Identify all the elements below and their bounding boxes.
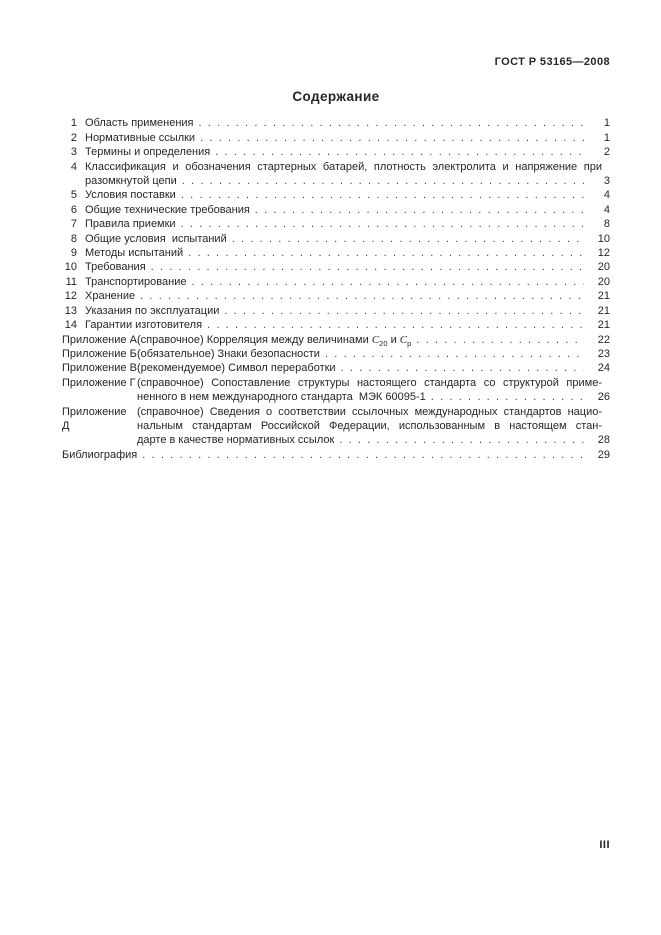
math-subscript: 20 [379, 338, 388, 348]
toc-entry-body [137, 376, 610, 405]
toc-appendix-label: Приложение А [62, 333, 137, 346]
toc-entry-number: 7 [70, 218, 77, 231]
toc-entry [62, 361, 610, 375]
toc-entry-text: (справочное) Корреляция между величинами $C_{20}$ и $C_p$ [137, 333, 412, 348]
toc-entry-page: 22 [597, 333, 610, 346]
toc-entry-text: Библиография [62, 448, 138, 461]
math-subscript: p [407, 338, 412, 348]
toc-entry [62, 188, 610, 202]
toc-entry-body [137, 361, 610, 375]
toc-entry-number: 8 [70, 232, 77, 245]
dot-leader [188, 246, 584, 260]
toc-entry-last-line [85, 203, 610, 217]
toc-appendix-label: Приложение Г [62, 376, 136, 389]
toc-entry [62, 246, 610, 260]
toc-entry [62, 448, 610, 462]
toc-entry-last-line [85, 217, 610, 231]
toc-entry-page: 20 [597, 261, 610, 274]
toc-entry-page: 28 [597, 434, 610, 447]
toc-entry-page: 8 [603, 218, 610, 231]
toc-entry [62, 232, 610, 246]
toc-entry [62, 318, 610, 332]
toc-entry-body [85, 116, 610, 130]
toc-entry-last-line [85, 246, 610, 260]
toc-entry-line [137, 419, 610, 433]
toc-appendix-label: Приложение Б [62, 347, 137, 360]
toc-entry-page: 26 [597, 391, 610, 404]
toc-entry-body [85, 203, 610, 217]
dot-leader [255, 203, 584, 217]
toc-entry-last-line [137, 390, 610, 404]
toc-entry-text: Общие технические требования [85, 203, 250, 216]
toc-entry-last-line [85, 131, 610, 145]
dot-leader [325, 347, 584, 361]
toc-entry-number: 3 [70, 146, 77, 159]
math-variable: C [371, 333, 380, 346]
toc-entry [62, 116, 610, 130]
toc-entry-last-line [85, 188, 610, 202]
toc-entry-last-line [85, 318, 610, 332]
math-variable: C [399, 333, 408, 346]
page-number: III [599, 839, 610, 851]
toc-entry-body [85, 304, 610, 318]
toc-entry [62, 145, 610, 159]
toc-entry-text: дарте в качестве нормативных ссылок [137, 434, 335, 447]
toc-entry-text: Область применения [85, 117, 194, 130]
toc-entry-body [85, 246, 610, 260]
dot-leader [341, 361, 584, 375]
toc-entry-body [137, 405, 610, 448]
toc-entry-text: Хранение [85, 290, 136, 303]
toc-entry-page: 23 [597, 347, 610, 360]
toc-entry-body [137, 333, 610, 347]
toc-entry-last-line [62, 448, 610, 462]
toc-entry-last-line [85, 289, 610, 303]
toc-entry-number: 12 [64, 290, 77, 303]
toc-entry-body [85, 217, 610, 231]
dot-leader [151, 260, 584, 274]
toc-entry-page: 4 [603, 189, 610, 202]
dot-leader [199, 116, 585, 130]
toc-entry-text: (справочное) Сведения о соответствии ссылочных международных стандартов нацио- [137, 405, 602, 418]
toc-entry-text: Методы испытаний [85, 247, 184, 260]
toc-entry-last-line [85, 304, 610, 318]
toc-entry [62, 131, 610, 145]
toc-entry [62, 405, 610, 448]
toc-entry-number: 6 [70, 203, 77, 216]
toc-entry-last-line [85, 145, 610, 159]
toc-entry-number: 4 [70, 160, 77, 173]
toc-entry-text: Гарантии изготовителя [85, 319, 203, 332]
toc-entry-text: нальным стандартам Российской Федерации, использованным в настоящем стан- [137, 419, 602, 432]
dot-leader [191, 275, 584, 289]
toc-entry-number: 1 [70, 117, 77, 130]
dot-leader [339, 433, 584, 447]
toc-entry [62, 260, 610, 274]
toc-entry-page: 10 [597, 232, 610, 245]
toc-entry-last-line [137, 433, 610, 447]
toc-entry [62, 376, 610, 405]
toc-appendix-label: Приложение Д [62, 405, 127, 432]
toc-entry-last-line [85, 174, 610, 188]
toc-entry [62, 304, 610, 318]
toc-entry-body [85, 160, 610, 189]
dot-leader [181, 188, 584, 202]
toc-entry-line [85, 160, 610, 174]
toc-entry-text: Условия поставки [85, 189, 176, 202]
dot-leader [416, 333, 584, 347]
toc-entry-text: разомкнутой цепи [85, 175, 177, 188]
toc-entry-text: (рекомендуемое) Символ переработки [137, 362, 336, 375]
toc-entry-page: 21 [597, 319, 610, 332]
toc-entry-page: 20 [597, 275, 610, 288]
toc-entry-body [85, 188, 610, 202]
toc-entry-page: 24 [597, 362, 610, 375]
toc-entry-body [85, 232, 610, 246]
toc-entry-last-line [137, 361, 610, 375]
toc-entry-page: 12 [597, 247, 610, 260]
toc-entry-text: Правила приемки [85, 218, 176, 231]
toc-entry-page: 21 [597, 304, 610, 317]
dot-leader [142, 448, 584, 462]
toc-entry-page: 4 [603, 203, 610, 216]
toc-entry-body [137, 347, 610, 361]
toc-entry-body [85, 131, 610, 145]
toc-entry-page: 3 [603, 175, 610, 188]
toc-entry-number: 10 [64, 261, 77, 274]
toc-entry [62, 333, 610, 347]
toc-entry-body [85, 260, 610, 274]
toc-entry [62, 289, 610, 303]
page-content [62, 0, 610, 462]
toc-entry-page: 1 [603, 131, 610, 144]
dot-leader [200, 131, 584, 145]
toc-entry-text: Общие условия испытаний [85, 232, 227, 245]
toc-appendix-label: Приложение В [62, 362, 137, 375]
toc-entry-body [62, 448, 610, 462]
toc-entry-last-line [137, 347, 610, 361]
toc-entry [62, 275, 610, 289]
dot-leader [224, 304, 584, 318]
toc-entry [62, 217, 610, 231]
dot-leader [207, 318, 584, 332]
toc-entry-text: Классификация и обозначения стартерных батарей, плотность электролита и напряжение при [85, 160, 602, 173]
page-title: Содержание [292, 89, 380, 105]
toc-entry-page: 2 [603, 146, 610, 159]
dot-leader [182, 174, 584, 188]
toc-entry-number: 13 [64, 304, 77, 317]
toc-entry-line [137, 376, 610, 390]
toc-entry-text: Транспортирование [85, 275, 187, 288]
toc-entry-number: 5 [70, 189, 77, 202]
toc-entry-body [85, 289, 610, 303]
toc-entry-text: ненного в нем международного стандарта МЭК 60095-1 [137, 391, 426, 404]
toc-entry [62, 203, 610, 217]
dot-leader [181, 217, 584, 231]
toc-entry-number: 11 [65, 275, 77, 288]
toc-entry-body [85, 275, 610, 289]
toc-entry-page: 1 [603, 117, 610, 130]
toc-entry-last-line [85, 275, 610, 289]
toc-entry-page: 29 [597, 448, 610, 461]
document-header [62, 0, 610, 69]
toc-entry-text: (обязательное) Знаки безопасности [137, 347, 320, 360]
toc-list [62, 116, 610, 462]
dot-leader [431, 390, 584, 404]
toc-entry-text: Термины и определения [85, 146, 211, 159]
toc-entry-last-line [85, 232, 610, 246]
toc-entry-last-line [85, 260, 610, 274]
toc-entry-last-line [137, 333, 610, 347]
standard-number: ГОСТ Р 53165—2008 [494, 56, 610, 68]
toc-entry-number: 9 [70, 247, 77, 260]
dot-leader [140, 289, 584, 303]
toc-entry-page: 21 [597, 290, 610, 303]
toc-entry [62, 347, 610, 361]
toc-entry-text: Нормативные ссылки [85, 131, 196, 144]
toc-entry-body [85, 318, 610, 332]
toc-entry-last-line [85, 116, 610, 130]
toc-entry-text: Указания по эксплуатации [85, 304, 220, 317]
toc-entry-body [85, 145, 610, 159]
toc-entry-number: 14 [64, 319, 77, 332]
dot-leader [232, 232, 584, 246]
toc-entry-text: (справочное) Сопоставление структуры настоящего стандарта со структурой приме- [137, 376, 602, 389]
toc-entry-number: 2 [70, 131, 77, 144]
toc-entry-text: Требования [85, 261, 146, 274]
toc-entry-line [137, 405, 610, 419]
dot-leader [215, 145, 584, 159]
toc-entry [62, 160, 610, 189]
